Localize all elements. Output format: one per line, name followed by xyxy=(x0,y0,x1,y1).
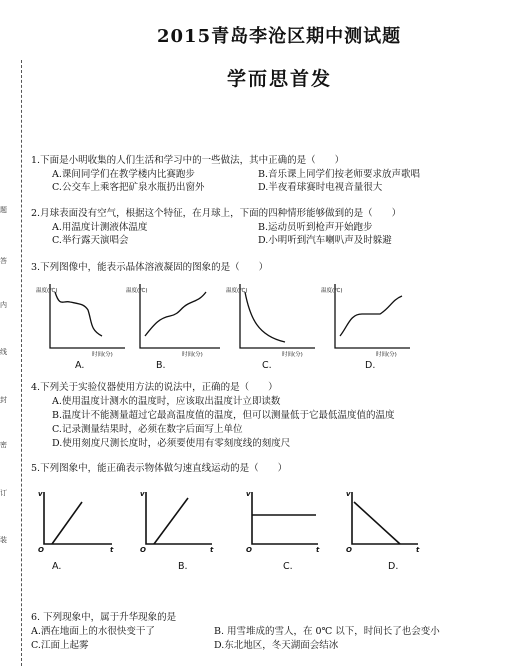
graph-c-y-label: 温度(℃) xyxy=(226,288,248,294)
side-char: 内 xyxy=(0,301,7,309)
graph-d-curve xyxy=(340,296,402,336)
vt-graph-b-x-label: t xyxy=(210,546,214,554)
graph-b-axes xyxy=(140,284,220,348)
question-1-stem: 1.下面是小明收集的人们生活和学习中的一些做法，其中正确的是（ ） xyxy=(31,155,345,166)
question-4-stem: 4.下列关于实验仪器使用方法的说法中，正确的是（ ） xyxy=(31,382,278,393)
page-subtitle: 学而思首发 xyxy=(227,68,333,90)
vt-graph-b-origin: O xyxy=(140,546,146,554)
vt-graph-d-axes xyxy=(352,492,418,544)
graph-c-x-label: 时间(分) xyxy=(282,352,303,358)
side-char: 线 xyxy=(0,348,7,356)
graph-a-x-label: 时间(分) xyxy=(92,352,113,358)
side-char: 订 xyxy=(0,489,7,497)
vt-graph-b-y-label: v xyxy=(140,490,145,498)
graph-d-y-label: 温度(℃) xyxy=(321,288,343,294)
graph-b-label: B. xyxy=(156,360,166,371)
vt-graph-a-y-label: v xyxy=(38,490,43,498)
question-4-option-a: A.使用温度计测水的温度时，应该取出温度计立即读数 xyxy=(52,396,281,407)
question-6-option-b: B. 用雪堆成的雪人，在 0℃ 以下，时间长了也会变小 xyxy=(214,626,440,637)
vt-graph-c-y-label: v xyxy=(246,490,251,498)
question-3-graphs xyxy=(30,278,480,373)
question-6-option-c: C.江面上起雾 xyxy=(31,640,89,651)
graph-b-y-label: 温度(℃) xyxy=(126,288,148,294)
side-char: 密 xyxy=(0,441,7,449)
question-1-option-c: C.公交车上乘客把矿泉水瓶扔出窗外 xyxy=(52,182,205,193)
question-6-option-d: D.东北地区，冬天湖面会结冰 xyxy=(214,640,339,651)
graph-a-label: A. xyxy=(75,360,85,371)
vt-graph-a-origin: O xyxy=(38,546,44,554)
vt-graph-a-line xyxy=(52,502,82,544)
vt-graph-d-y-label: v xyxy=(346,490,351,498)
vt-graph-b-axes xyxy=(146,492,212,544)
side-char: 装 xyxy=(0,536,7,544)
graph-d-label: D. xyxy=(365,360,376,371)
vt-graph-b-line xyxy=(154,498,188,544)
vt-graph-c-axes xyxy=(252,492,318,544)
question-4-option-d: D.使用刻度尺测长度时，必须要使用有零刻度线的刻度尺 xyxy=(52,438,291,449)
vt-graph-d-x-label: t xyxy=(416,546,420,554)
vt-graph-c-x-label: t xyxy=(316,546,320,554)
binding-line xyxy=(21,60,22,666)
question-2-option-c: C.举行露天演唱会 xyxy=(52,235,129,246)
question-6-option-a: A.洒在地面上的水很快变干了 xyxy=(31,626,155,637)
vt-graph-c-label: C. xyxy=(283,561,293,572)
vt-graph-d-line xyxy=(354,502,400,544)
graph-a-curve xyxy=(55,292,102,336)
graph-c-curve xyxy=(245,292,285,342)
graph-a-axes xyxy=(50,284,125,348)
question-1-option-d: D.半夜看球赛时电视音量很大 xyxy=(258,182,383,193)
vt-graph-c-origin: O xyxy=(246,546,252,554)
question-1-option-b: B.音乐课上同学们按老师要求放声歌唱 xyxy=(258,169,421,180)
vt-graph-a-axes xyxy=(44,492,112,544)
graph-b-curve xyxy=(145,292,206,336)
question-5-stem: 5.下列图象中，能正确表示物体做匀速直线运动的是（ ） xyxy=(31,463,288,474)
question-4-option-b: B.温度计不能测量超过它最高温度值的温度，但可以测量低于它最低温度值的温度 xyxy=(52,410,395,421)
question-2-stem: 2.月球表面没有空气，根据这个特征，在月球上，下面的四种情形能够做到的是（ ） xyxy=(31,208,402,219)
vt-graph-a-x-label: t xyxy=(110,546,114,554)
graph-d-x-label: 时间(分) xyxy=(376,352,397,358)
vt-graph-b-label: B. xyxy=(178,561,188,572)
question-6-stem: 6. 下列现象中，属于升华现象的是 xyxy=(31,612,177,623)
question-4-option-c: C.记录测量结果时，必须在数字后面写上单位 xyxy=(52,424,243,435)
graph-c-label: C. xyxy=(262,360,272,371)
question-2-option-b: B.运动员听到枪声开始跑步 xyxy=(258,222,373,233)
side-char: 封 xyxy=(0,396,7,404)
question-5-graphs xyxy=(30,482,480,574)
page-title: 2015青岛李沧区期中测试题 xyxy=(157,26,402,47)
question-3-stem: 3.下列图像中，能表示晶体溶液凝固的图象的是（ ） xyxy=(31,262,269,273)
side-char: 答 xyxy=(0,257,7,265)
vt-graph-d-origin: O xyxy=(346,546,352,554)
vt-graph-a-label: A. xyxy=(52,561,62,572)
question-2-option-a: A.用温度计测液体温度 xyxy=(52,222,148,233)
question-2-option-d: D.小明听到汽车喇叭声及时躲避 xyxy=(258,235,392,246)
vt-graph-d-label: D. xyxy=(388,561,399,572)
graph-d-axes xyxy=(335,284,410,348)
graph-a-y-label: 温度(℃) xyxy=(36,288,58,294)
graph-c-axes xyxy=(240,284,315,348)
graph-b-x-label: 时间(分) xyxy=(182,352,203,358)
side-char: 题 xyxy=(0,206,7,214)
question-1-option-a: A.课间同学们在教学楼内比赛跑步 xyxy=(52,169,195,180)
